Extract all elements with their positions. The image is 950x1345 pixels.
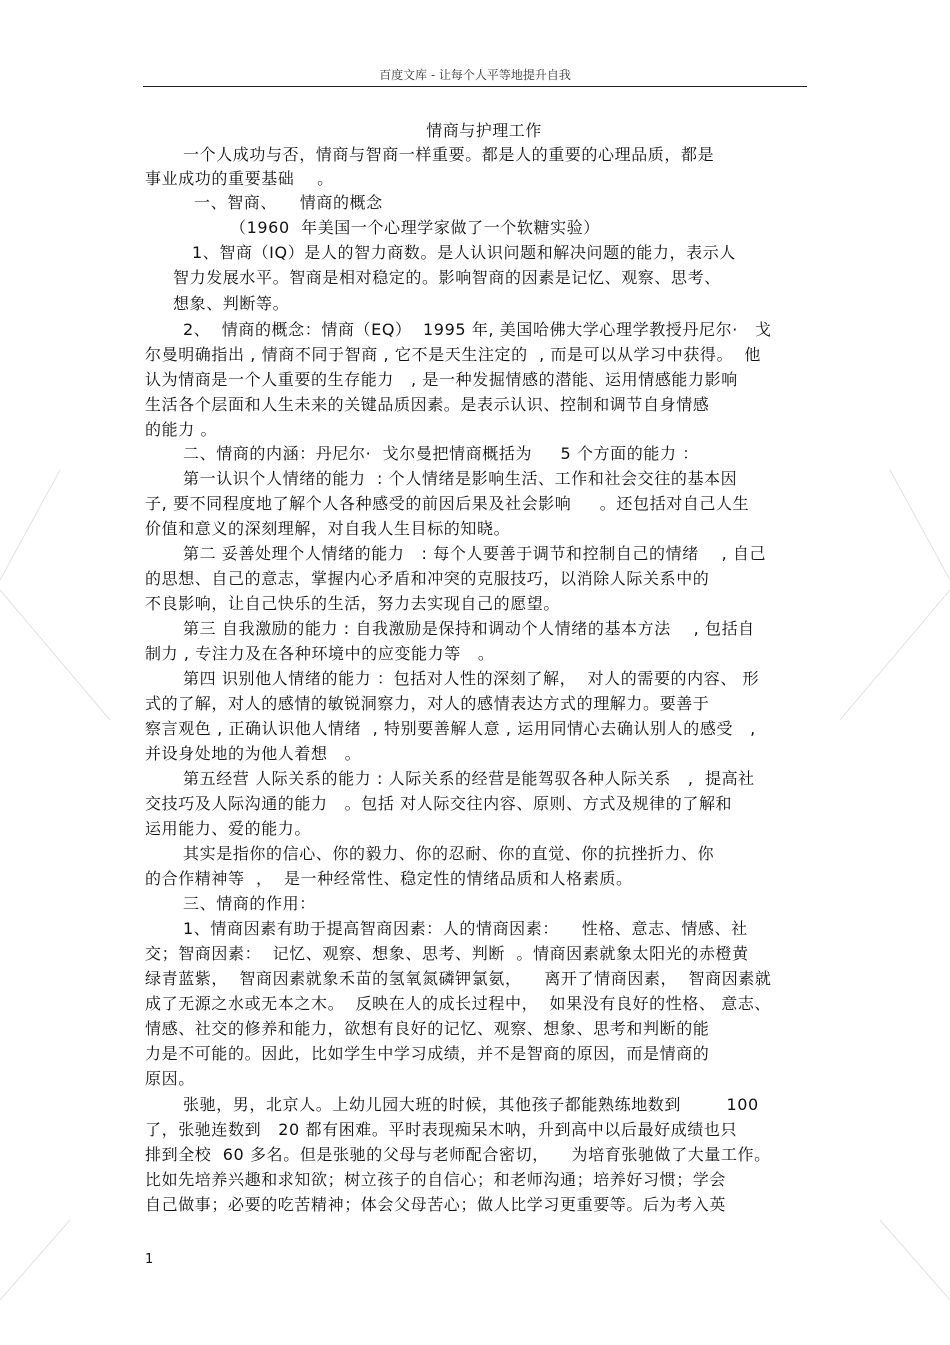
text-line: 第四 识别他人情绪的能力 ：包括对人性的深刻了解， 对人的需要的内容、 形 <box>183 669 760 688</box>
section-heading: 三、情商的作用： <box>183 894 316 913</box>
text-line: 的思想、自己的意志，掌握内心矛盾和冲突的克服技巧，以消除人际关系中的 <box>145 569 710 588</box>
text-line: 第一认识个人情绪的能力 : 个人情绪是影响生活、工作和社会交往的基本因 <box>183 469 738 488</box>
text-line: 成了无源之水或无本之木。 反映在人的成长过程中， 如果没有良好的性格、 意志、 <box>145 994 772 1013</box>
text-line: 自己做事；必要的吃苦精神；体会父母苦心；做人比学习更重要等。后为考入英 <box>145 1195 727 1214</box>
text-line: 察言观色 , 正确认识他人情绪 , 特别要善解人意 , 运用同情心去确认别人的感受 , <box>145 719 756 738</box>
text-line: 子, 要不同程度地了解个人各种感受的前因后果及社会影响 。还包括对自己人生 <box>145 494 750 513</box>
text-line: 智力发展水平。智商是相对稳定的。影响智商的因素是记忆、观察、思考、 <box>173 268 721 287</box>
text-line: 了，张驰连数到 20 都有困难。平时表现痴呆木呐，升到高中以后最好成绩也只 <box>145 1120 738 1139</box>
text-line: 并设身处地的为他人着想 。 <box>145 744 362 763</box>
text-line: 情感、社交的修养和能力，欲想有良好的记忆、观察、想象、思考和判断的能 <box>145 1019 710 1038</box>
document-title: 情商与护理工作 <box>426 121 542 140</box>
text-line: （1960 年美国一个心理学家做了一个软糖实验） <box>230 218 600 237</box>
text-line: 生活各个层面和人生未来的关键品质因素。是表示认识、控制和调节自身情感 <box>145 395 710 414</box>
text-line: 交；智商因素： 记忆、观察、想象、思考、判断 。情商因素就象太阳光的赤橙黄 <box>145 944 749 963</box>
section-heading: 二、情商的内涵：丹尼尔· 戈尔曼把情商概括为 5 个方面的能力 ： <box>183 444 699 463</box>
text-line: 一个人成功与否，情商与智商一样重要。都是人的重要的心理品质，都是 <box>183 145 715 164</box>
page-number: 1 <box>145 1252 154 1267</box>
text-line: 制力 , 专注力及在各种环境中的应变能力等 。 <box>145 644 495 663</box>
text-line: 交技巧及人际沟通的能力 。包括 对人际交往内容、原则、方式及规律的了解和 <box>145 794 733 813</box>
text-line: 价值和意义的深刻理解，对自我人生目标的知晓。 <box>145 519 511 538</box>
text-line: 原因。 <box>145 1069 195 1088</box>
text-line: 的能力 。 <box>145 420 218 439</box>
text-line: 1、智商（IQ）是人的智力商数。是人认识问题和解决问题的能力，表示人 <box>192 243 736 262</box>
text-line: 其实是指你的信心、你的毅力、你的忍耐、你的直觉、你的抗挫折力、你 <box>183 844 715 863</box>
text-line: 尔曼明确指出 , 情商不同于智商 , 它不是天生注定的 , 而是可以从学习中获得。 他 <box>145 345 762 364</box>
text-line: 绿青蓝紫， 智商因素就象禾苗的氢氧氮磷钾氯氨， 离开了情商因素， 智商因素就 <box>145 969 772 988</box>
text-line: 第二 妥善处理个人情绪的能力 : 每个人要善于调节和控制自己的情绪 , 自己 <box>183 544 767 563</box>
page-header: 百度文库 - 让每个人平等地提升自我 <box>379 68 571 82</box>
text-line: 第三 自我激励的能力 : 自我激励是保持和调动个人情绪的基本方法 , 包括自 <box>183 619 755 638</box>
section-heading: 一、智商、 情商的概念 <box>194 193 383 212</box>
text-line: 想象、判断等。 <box>173 294 290 313</box>
text-line: 的合作精神等 ， 是一种经常性、稳定性的情绪品质和人格素质。 <box>145 869 633 888</box>
text-line: 力是不可能的。因此，比如学生中学习成绩，并不是智商的原因，而是情商的 <box>145 1044 710 1063</box>
text-line: 认为情商是一个人重要的生存能力 , 是一种发掘情感的潜能、运用情感能力影响 <box>145 370 738 389</box>
text-line: 比如先培养兴趣和求知欲；树立孩子的自信心；和老师沟通；培养好习惯；学会 <box>145 1170 727 1189</box>
text-line: 张驰，男，北京人。上幼儿园大班的时候，其他孩子都能熟练地数到 100 <box>183 1095 759 1114</box>
text-line: 式的了解，对人的感情的敏锐洞察力，对人的感情表达方式的理解力。要善于 <box>145 694 710 713</box>
text-line: 2、 情商的概念：情商（EQ） 1995 年, 美国哈佛大学心理学教授丹尼尔· 戈 <box>183 320 772 339</box>
text-line: 运用能力、爱的能力。 <box>145 819 312 838</box>
text-line: 排到全校 60 多名。但是张驰的父母与老师配合密切， 为培育张驰做了大量工作。 <box>145 1145 771 1164</box>
text-line: 不良影响，让自己快乐的生活，努力去实现自己的愿望。 <box>145 594 561 613</box>
text-line: 事业成功的重要基础 。 <box>145 169 334 188</box>
text-line: 第五经营 人际关系的能力 : 人际关系的经营是能驾驭各种人际关系 , 提高社 <box>183 769 755 788</box>
text-line: 1、情商因素有助于提高智商因素：人的情商因素： 性格、意志、情感、社 <box>183 919 748 938</box>
